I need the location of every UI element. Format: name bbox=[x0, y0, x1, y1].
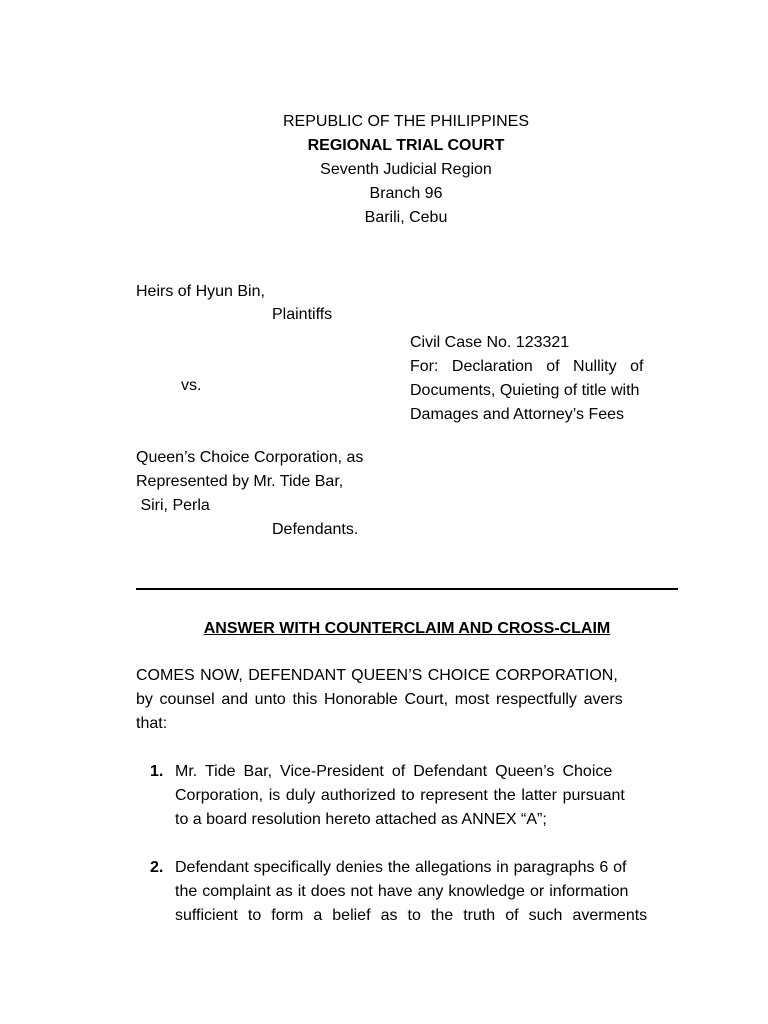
court-heading: REGIONAL TRIAL COURT bbox=[307, 137, 505, 154]
document-title: ANSWER WITH COUNTERCLAIM AND CROSS-CLAIM bbox=[203, 620, 611, 637]
versus-label: vs. bbox=[181, 377, 202, 394]
case-nature-line bbox=[410, 355, 669, 379]
republic-heading: REPUBLIC OF THE PHILIPPINES bbox=[283, 113, 529, 130]
caption-divider bbox=[136, 588, 678, 590]
defendant-line: Siri, Perla bbox=[136, 497, 210, 514]
paragraph-number: 1. bbox=[150, 763, 164, 780]
intro-line: that: bbox=[136, 715, 168, 732]
intro-line: COMES NOW, DEFENDANT QUEEN’S CHOICE CORPORATION, bbox=[136, 667, 618, 684]
paragraph-line: sufficient to form a belief as to the truth of such averments bbox=[175, 907, 648, 924]
defendant-line: Queen’s Choice Corporation, as bbox=[136, 449, 364, 466]
paragraph-line: to a board resolution hereto attached as ANNEX “A”; bbox=[175, 811, 547, 828]
case-number: Civil Case No. 123321 bbox=[410, 334, 570, 351]
plaintiff-role: Plaintiffs bbox=[272, 306, 333, 323]
case-nature-word: For: Declaration of Nullity of bbox=[410, 358, 644, 375]
paragraph-number: 2. bbox=[150, 859, 164, 876]
paragraph-line: the complaint as it does not have any knowledge or information bbox=[175, 883, 629, 900]
paragraph-line: Mr. Tide Bar, Vice-President of Defendant Queen’s Choice bbox=[175, 763, 613, 780]
defendant-line: Represented by Mr. Tide Bar, bbox=[136, 473, 344, 490]
region-heading: Seventh Judicial Region bbox=[320, 161, 492, 178]
paragraph-line: Defendant specifically denies the allegations in paragraphs 6 of bbox=[175, 859, 627, 876]
paragraph-line: Corporation, is duly authorized to represent the latter pursuant bbox=[175, 787, 625, 804]
intro-line: by counsel and unto this Honorable Court, most respectfully avers bbox=[136, 691, 623, 708]
location-heading: Barili, Cebu bbox=[364, 209, 448, 226]
plaintiff-name: Heirs of Hyun Bin, bbox=[136, 283, 265, 300]
case-nature-line: Documents, Quieting of title with bbox=[410, 382, 640, 399]
defendant-role: Defendants. bbox=[272, 521, 359, 538]
case-nature-line: Damages and Attorney’s Fees bbox=[410, 406, 625, 423]
branch-heading: Branch 96 bbox=[369, 185, 443, 202]
